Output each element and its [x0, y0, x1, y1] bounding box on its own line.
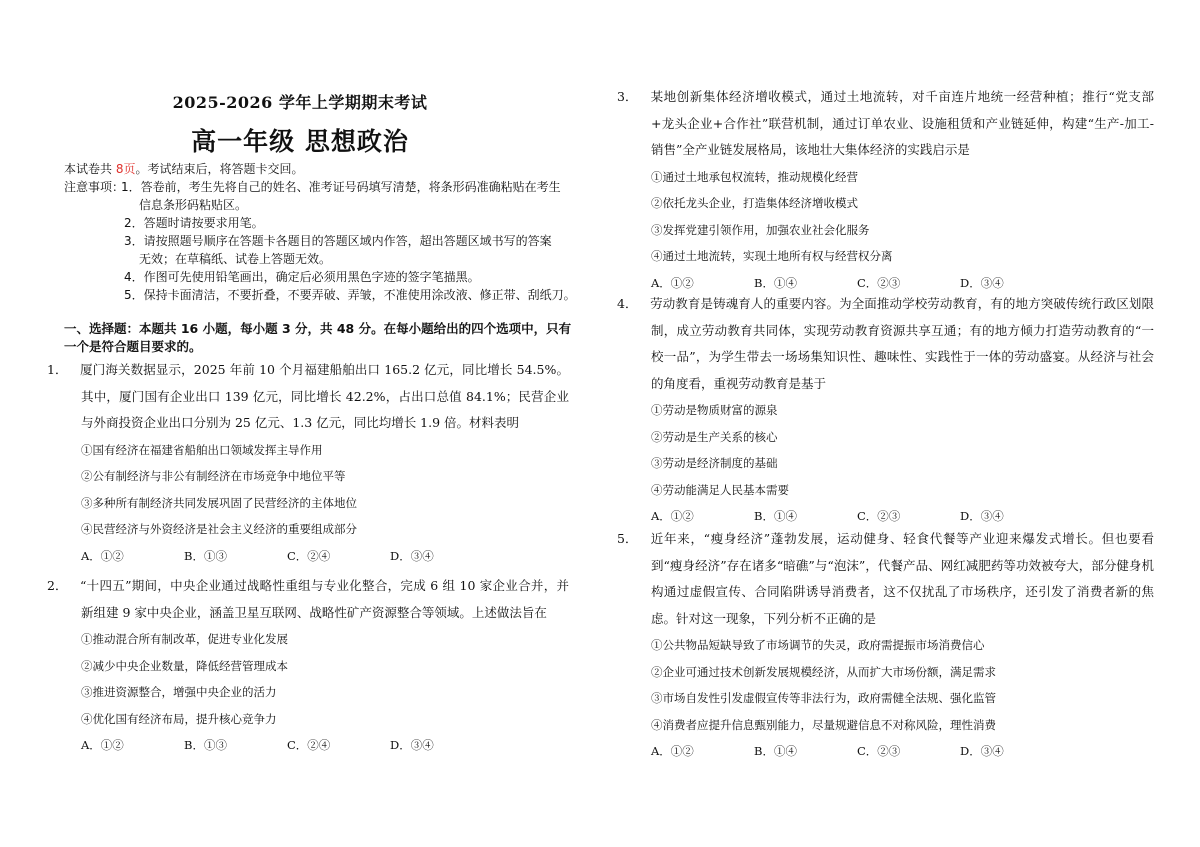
option-4: ④消费者应提升信息甄别能力，尽量规避信息不对称风险，理性消费	[651, 717, 996, 732]
option-3: ③劳动是经济制度的基础	[651, 456, 778, 470]
note-item-5: 5．保持卡面清洁，不要折叠，不要弄破、弄皱，不准使用涂改液、修正带、刮纸刀。	[124, 288, 576, 302]
option-4: ④民营经济与外资经济是社会主义经济的重要组成部分	[81, 522, 357, 536]
page-count: 8页	[112, 162, 136, 176]
question-stem	[47, 357, 569, 437]
answer-d: D．③④	[960, 509, 1004, 523]
option-1: ①公共物品短缺导致了市场调节的失灵，政府需提振市场消费信心	[651, 638, 985, 652]
option-4: ④优化国有经济布局，提升核心竞争力	[81, 711, 277, 726]
answer-d: D．③④	[390, 738, 434, 752]
question-number: 3．	[617, 89, 638, 104]
question-stem	[47, 573, 569, 626]
option-3: ③发挥党建引领作用，加强农业社会化服务	[651, 222, 870, 237]
question-text: “十四五”期间，中央企业通过战略性重组与专业化整合，完成 6 组 10 家企业合并，并新组建 9 家中央企业，涵盖卫星互联网、战略性矿产资源整合等领域。上述做法旨在	[80, 578, 569, 620]
answer-choices	[634, 738, 1154, 765]
question-stem	[617, 291, 1154, 397]
question-number: 4．	[617, 296, 638, 311]
page-count-suffix: 。考试结束后，将答题卡交回。	[135, 162, 304, 176]
answer-a: A．①②	[651, 744, 694, 758]
note-item-2: 2．答题时请按要求用笔。	[124, 216, 264, 230]
option-4: ④劳动能满足人民基本需要	[651, 482, 789, 497]
exam-title: 高一年级 思想政治	[191, 127, 409, 156]
page-count-line	[64, 160, 303, 178]
question-text: 厦门海关数据显示，2025 年前 10 个月福建船舶出口 165.2 亿元，同比增长 54.5%。其中，厦门国有企业出口 139 亿元，同比增长 42.2%，占出口总值 84.1%；民营企业与外商投资企业出口分别为 25 亿元、1.3 亿元，同比均增长 1.9 倍。材料表明	[80, 362, 569, 430]
option-2: ②公有制经济与非公有制经济在市场竞争中地位平等	[81, 469, 346, 483]
answer-b: B．①④	[754, 509, 797, 523]
question-stem	[617, 526, 1154, 632]
page-count-prefix: 本试卷共	[64, 162, 113, 176]
answer-b: B．①③	[184, 738, 227, 752]
answer-d: D．③④	[960, 275, 1004, 290]
note-item-3: 3．请按照题号顺序在答题卡各题目的答题区域内作答，超出答题区域书写的答案	[124, 234, 552, 248]
option-2: ②依托龙头企业，打造集体经济增收模式	[651, 196, 858, 210]
answer-c: C．②④	[287, 548, 331, 563]
exam-year-heading: 2025-2026 学年上学期期末考试	[172, 93, 428, 112]
question-4	[617, 291, 1154, 530]
note-item-3-cont: 无效；在草稿纸、试卷上答题无效。	[139, 252, 332, 266]
notes-label: 注意事项：	[64, 180, 125, 194]
note-item-4: 4．作图可先使用铅笔画出，确定后必须用黑色字迹的签字笔描黑。	[124, 270, 480, 284]
option-3: ③市场自发性引发虚假宣传等非法行为，政府需健全法规、强化监管	[651, 691, 996, 705]
question-3	[617, 84, 1154, 296]
option-1: ①劳动是物质财富的源泉	[651, 403, 778, 417]
question-2	[47, 573, 569, 759]
option-1: ①通过土地承包权流转，推动规模化经营	[651, 169, 858, 184]
question-5	[617, 526, 1154, 765]
question-1	[47, 357, 569, 569]
answer-c: C．②④	[287, 738, 331, 752]
option-2: ②劳动是生产关系的核心	[651, 429, 778, 444]
answer-d: D．③④	[390, 548, 434, 563]
answer-c: C．②③	[857, 509, 901, 523]
question-text: 近年来，“瘦身经济”蓬勃发展，运动健身、轻食代餐等产业迎来爆发式增长。但也要看到“瘦身经济”存在诸多“暗礁”与“泡沫”，代餐产品、网红减肥药等功效被夸大，部分健身机构通过虚假宣传、合同陷阱诱导消费者，这不仅扰乱了市场秩序，还引发了消费者新的焦虑。针对这一现象，下列分析不正确的是	[650, 531, 1154, 626]
question-number: 5．	[617, 531, 638, 546]
option-2: ②减少中央企业数量，降低经营管理成本	[81, 658, 288, 673]
question-stem	[617, 84, 1154, 164]
answer-choices	[64, 543, 569, 570]
section-heading: 一、选择题：本题共 16 小题，每小题 3 分，共 48 分。在每小题给出的四个选项中，只有一个是符合题目要求的。	[64, 321, 572, 354]
answer-b: B．①④	[754, 744, 797, 758]
answer-a: A．①②	[81, 548, 124, 563]
option-4: ④通过土地流转，实现土地所有权与经营权分离	[651, 249, 893, 263]
answer-choices	[64, 732, 569, 759]
answer-a: A．①②	[81, 738, 124, 752]
answer-c: C．②③	[857, 275, 901, 290]
option-3: ③多种所有制经济共同发展巩固了民营经济的主体地位	[81, 495, 357, 510]
question-number: 1．	[47, 362, 68, 377]
option-3: ③推进资源整合，增强中央企业的活力	[81, 685, 277, 699]
option-2: ②企业可通过技术创新发展规模经济，从而扩大市场份额，满足需求	[651, 664, 996, 679]
note-item-1-cont: 信息条形码粘贴区。	[139, 198, 248, 212]
question-text: 某地创新集体经济增收模式，通过土地流转，对千亩连片地统一经营种植；推行“党支部+龙头企业+合作社”联营机制，通过订单农业、设施租赁和产业链延伸，构建“生产-加工-销售”全产业链发展格局，该地壮大集体经济的实践启示是	[650, 89, 1154, 157]
question-number: 2．	[47, 578, 68, 593]
answer-b: B．①④	[754, 275, 797, 290]
question-text: 劳动教育是铸魂育人的重要内容。为全面推动学校劳动教育，有的地方突破传统行政区划限制，成立劳动教育共同体，实现劳动教育资源共享互通；有的地方倾力打造劳动教育的“一校一品”，为学生带去一场场集知识性、趣味性、实践性于一体的劳动盛宴。从经济与社会的角度看，重视劳动教育是基于	[650, 296, 1154, 391]
answer-a: A．①②	[651, 275, 694, 290]
answer-b: B．①③	[184, 548, 227, 563]
note-item-1: 1．答卷前，考生先将自己的姓名、准考证号码填写清楚，将条形码准确粘贴在考生	[121, 180, 561, 194]
option-1: ①推动混合所有制改革，促进专业化发展	[81, 632, 288, 646]
answer-d: D．③④	[960, 744, 1004, 758]
answer-a: A．①②	[651, 509, 694, 523]
option-1: ①国有经济在福建省船舶出口领域发挥主导作用	[81, 442, 323, 457]
answer-c: C．②③	[857, 744, 901, 758]
